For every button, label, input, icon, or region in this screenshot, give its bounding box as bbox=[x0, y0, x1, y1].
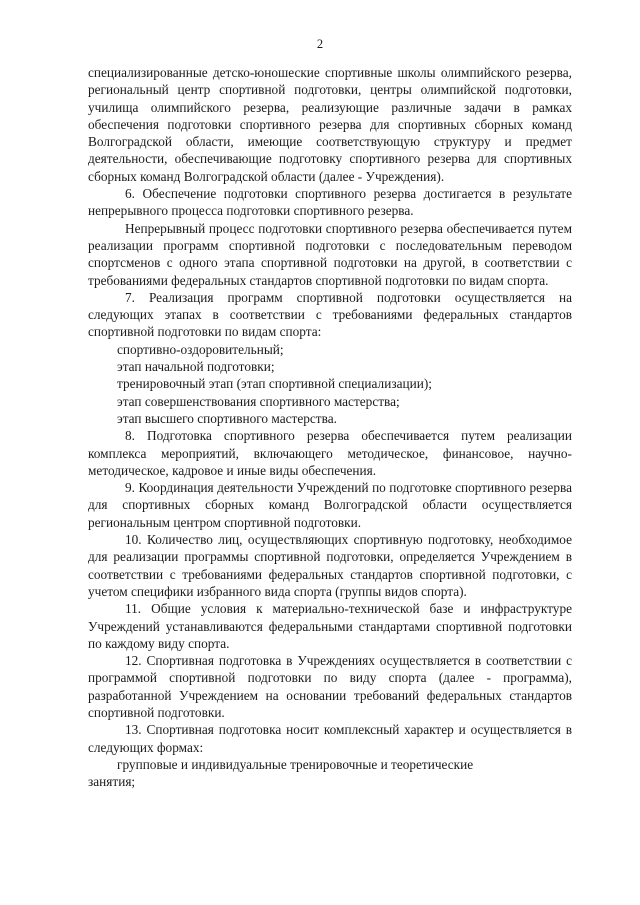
list-item-stage: этап высшего спортивного мастерства. bbox=[117, 410, 337, 426]
paragraph-13: 13. Спортивная подготовка носит комплексный характер и осуществляется в следующих формах: bbox=[88, 722, 572, 755]
list-item-stage: тренировочный этап (этап спортивной специализации); bbox=[117, 376, 432, 392]
paragraph-12: 12. Спортивная подготовка в Учреждениях осуществляется в соответствии с программой спортивной подготовки по виду спорта (далее - программа), разработанной Учреждением на основании требований федеральных стандартов спортивной подготовки. bbox=[88, 653, 572, 720]
paragraph-9: 9. Координация деятельности Учреждений по подготовке спортивного резерва для спортивных сборных команд Волгоградской области осуществляется региональным центром спортивной подготовки. bbox=[88, 480, 572, 530]
list-item-stage: этап совершенствования спортивного мастерства; bbox=[117, 393, 400, 409]
page-number: 2 bbox=[316, 37, 324, 51]
paragraph-11: 11. Общие условия к материально-технической базе и инфраструктуре Учреждений устанавливаются федеральными стандартами спортивной подготовки по каждому виду спорта. bbox=[88, 601, 572, 651]
paragraph-intro-continuation: специализированные детско-юношеские спортивные школы олимпийского резерва, региональный центр спортивной подготовки, центры олимпийской подготовки, училища олимпийского резерва, реализующие различные задачи в рамках обеспечения подготовки спортивного резерва для спортивных сборных команд Волгоградской области, имеющие соответствующую структуру и предмет деятельности, обеспечивающие подготовку спортивного резерва для спортивных сборных команд Волгоградской области (далее - Учреждения). bbox=[88, 65, 572, 184]
paragraph-10: 10. Количество лиц, осуществляющих спортивную подготовку, необходимое для реализации программы спортивной подготовки, определяется Учреждением в соответствии с требованиями федеральных стандартов спортивной подготовки, с учетом специфики избранного вида спорта (группы видов спорта). bbox=[88, 532, 572, 599]
list-item-stage: этап начальной подготовки; bbox=[117, 359, 275, 375]
forms-list bbox=[88, 756, 572, 791]
paragraph-8: 8. Подготовка спортивного резерва обеспечивается путем реализации комплекса мероприятий, включающего методическое, финансовое, научно-методическое, кадровое и иные виды обеспечения. bbox=[88, 428, 572, 478]
paragraph-6: 6. Обеспечение подготовки спортивного резерва достигается в результате непрерывного процесса подготовки спортивного резерва. bbox=[88, 186, 572, 219]
paragraph-6-continuous-process: Непрерывный процесс подготовки спортивного резерва обеспечивается путем реализации программ спортивной подготовки с последовательным переводом спортсменов с одного этапа спортивной подготовки на другой, в соответствии с требованиями федеральных стандартов спортивной подготовки по видам спорта. bbox=[88, 220, 572, 288]
list-item-form: групповые и индивидуальные тренировочные и теоретические bbox=[117, 756, 474, 772]
list-item-stage: спортивно-оздоровительный; bbox=[117, 341, 284, 357]
stages-list bbox=[88, 341, 572, 427]
paragraph-7: 7. Реализация программ спортивной подготовки осуществляется на следующих этапах в соответствии с требованиями федеральных стандартов спортивной подготовки по видам спорта: bbox=[88, 289, 572, 340]
document-body bbox=[88, 64, 572, 790]
list-item-form-continuation: занятия; bbox=[88, 774, 136, 790]
